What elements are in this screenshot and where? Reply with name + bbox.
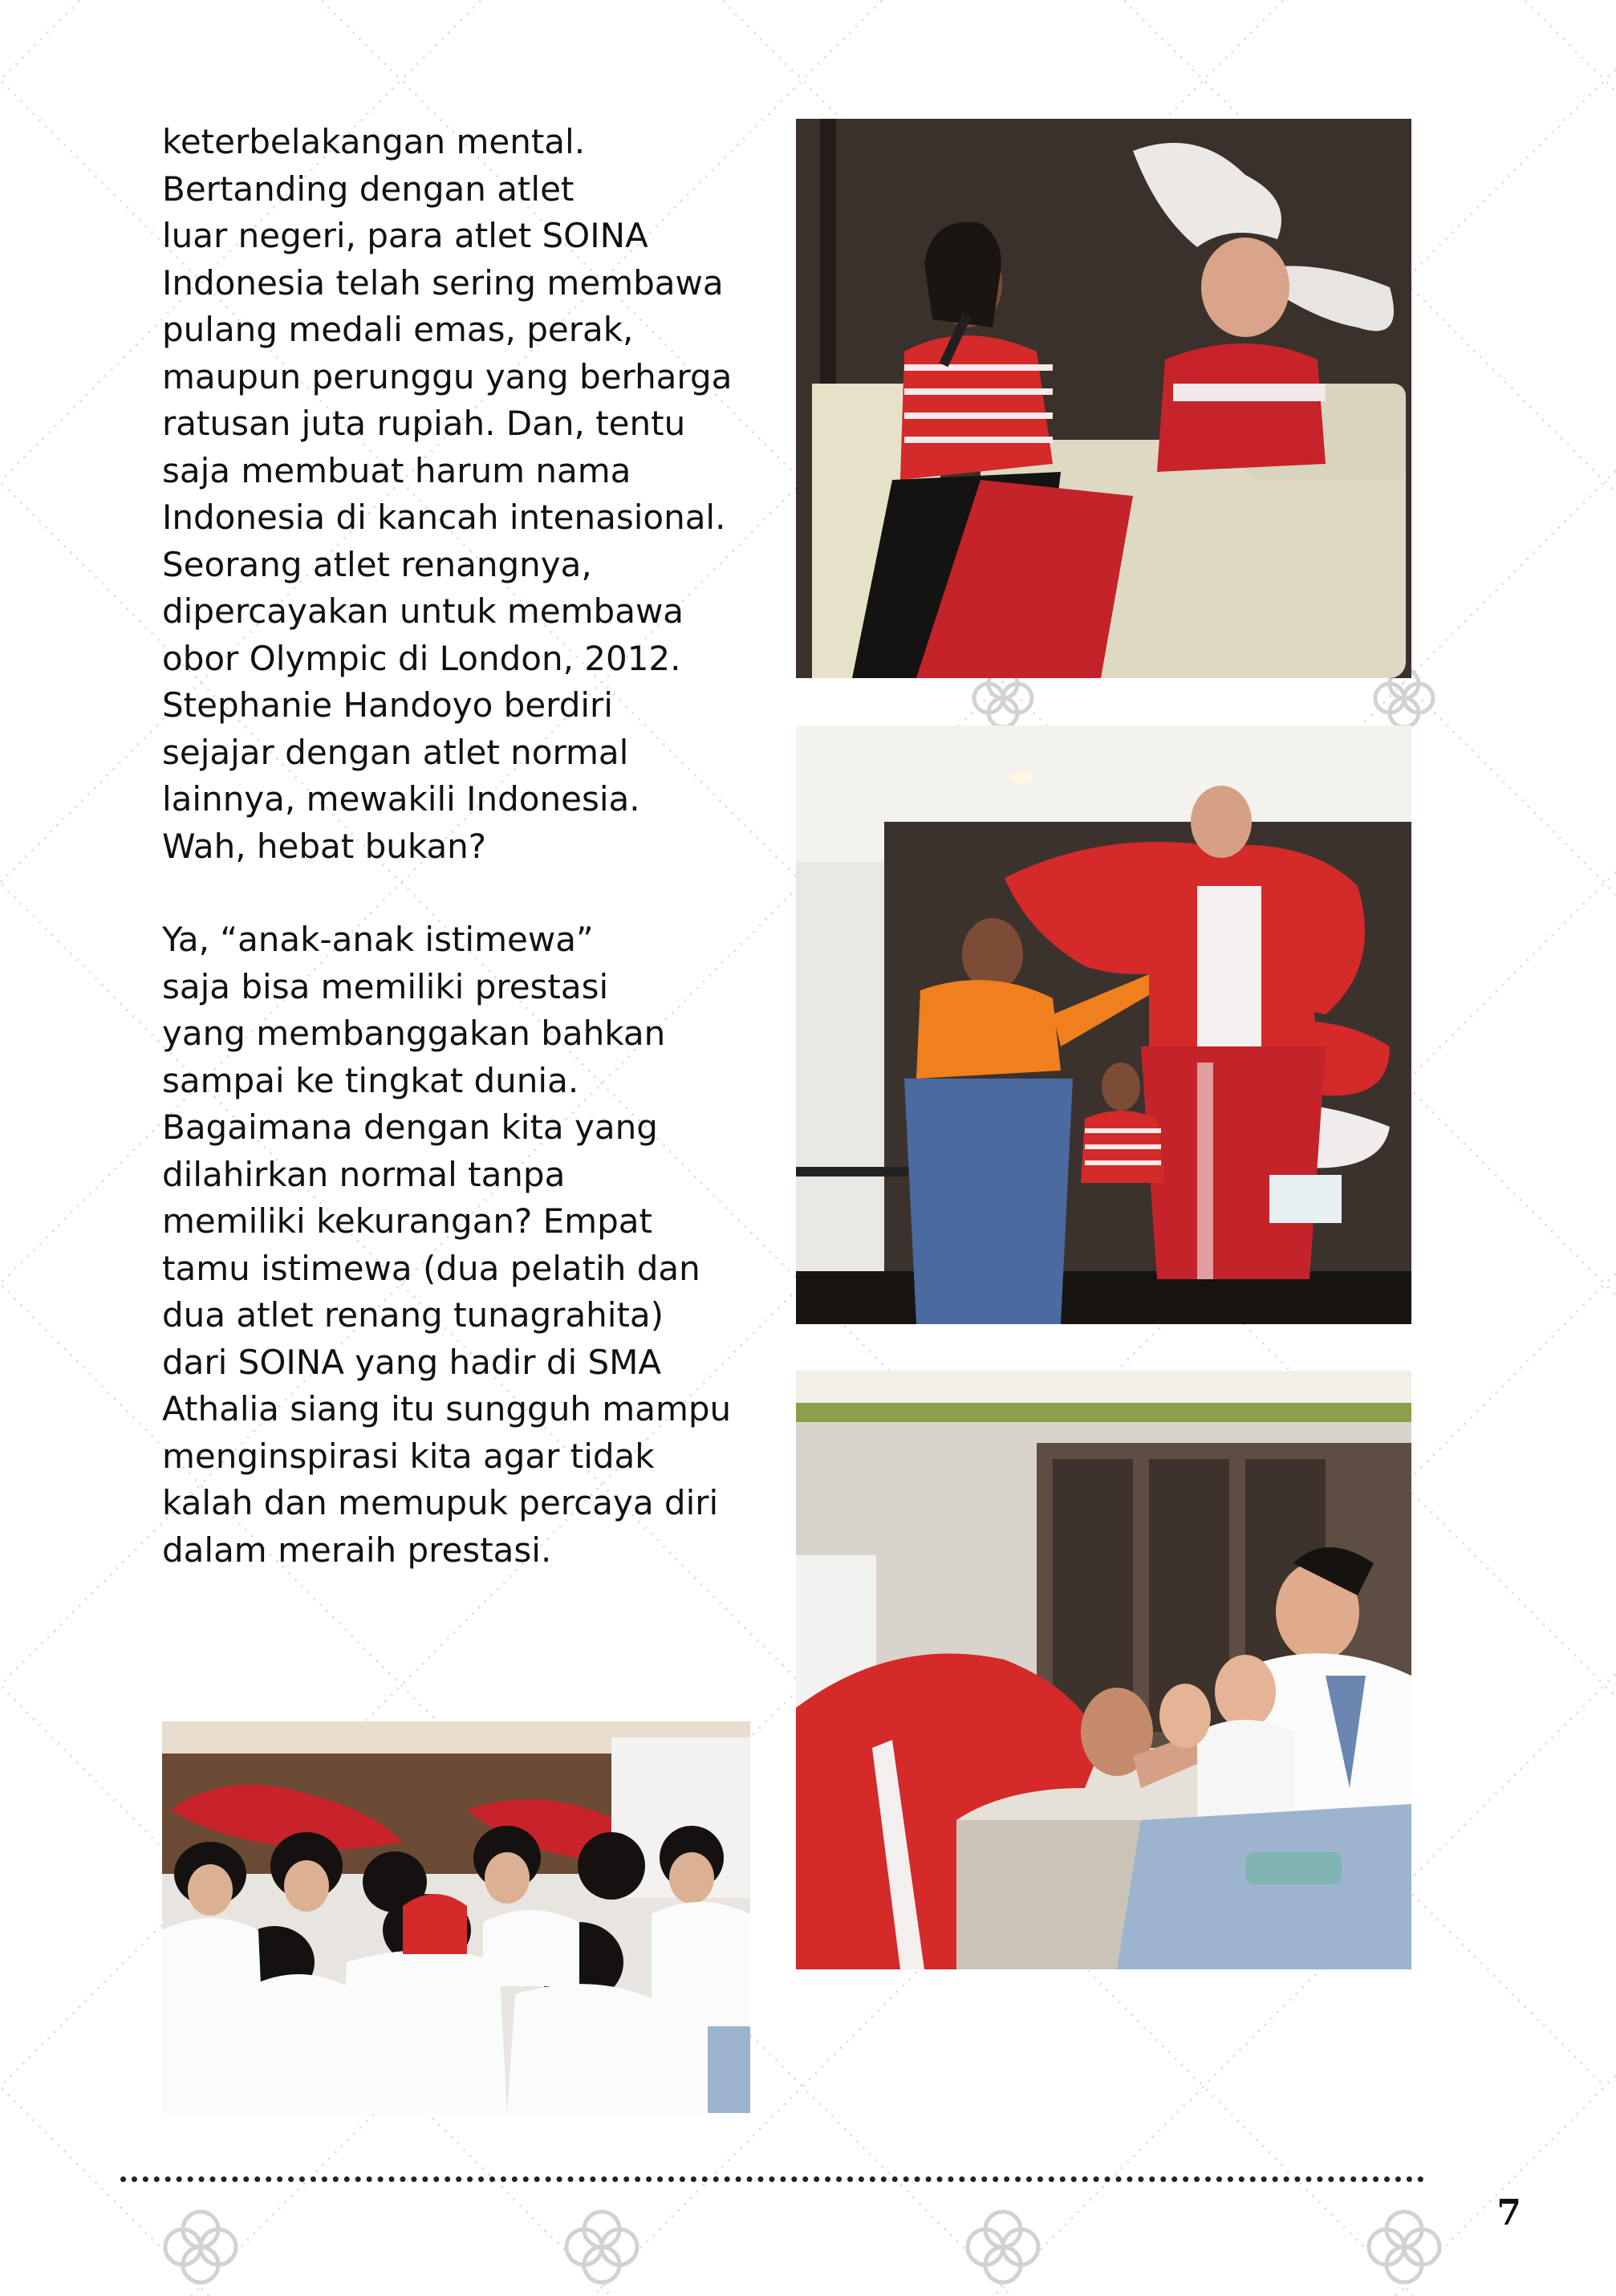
footer-dotted-divider (120, 2176, 1424, 2182)
article-paragraph-2: Ya, “anak-anak istimewa” saja bisa memiliki prestasi yang membanggakan bahkan sampai ke tingkat dunia. Bagaimana dengan kita yang dilahirkan normal tanpa memiliki kekurangan? Empat tamu istimewa (dua pelatih dan dua atlet renang tunagrahita) dari SOINA yang hadir di SMA Athalia siang itu sungguh mampu menginspirasi kita agar tidak kalah dan memupuk percaya diri dalam meraih prestasi. (162, 920, 732, 1570)
article-text-column (162, 119, 772, 1574)
page-number: 7 (1496, 2192, 1521, 2233)
photo-stage-presentation (796, 725, 1411, 1324)
photo-interview-on-sofa (796, 119, 1411, 678)
article-paragraph-1: keterbelakangan mental. Bertanding dengan atlet luar negeri, para atlet SOINA Indonesia telah sering membawa pulang medali emas, perak, maupun perunggu yang berharga ratusan juta rupiah. Dan, tentu saja membuat harum nama Indonesia di kancah intenasional. Seorang atlet renangnya, dipercayakan untuk membawa obor Olympic di London, 2012. Stephanie Handoyo berdiri sejajar dengan atlet normal lainnya, mewakili Indonesia. Wah, hebat bukan? (162, 122, 733, 866)
photo-greeting-students (796, 1371, 1411, 1969)
photo-students-group (162, 1721, 750, 2113)
